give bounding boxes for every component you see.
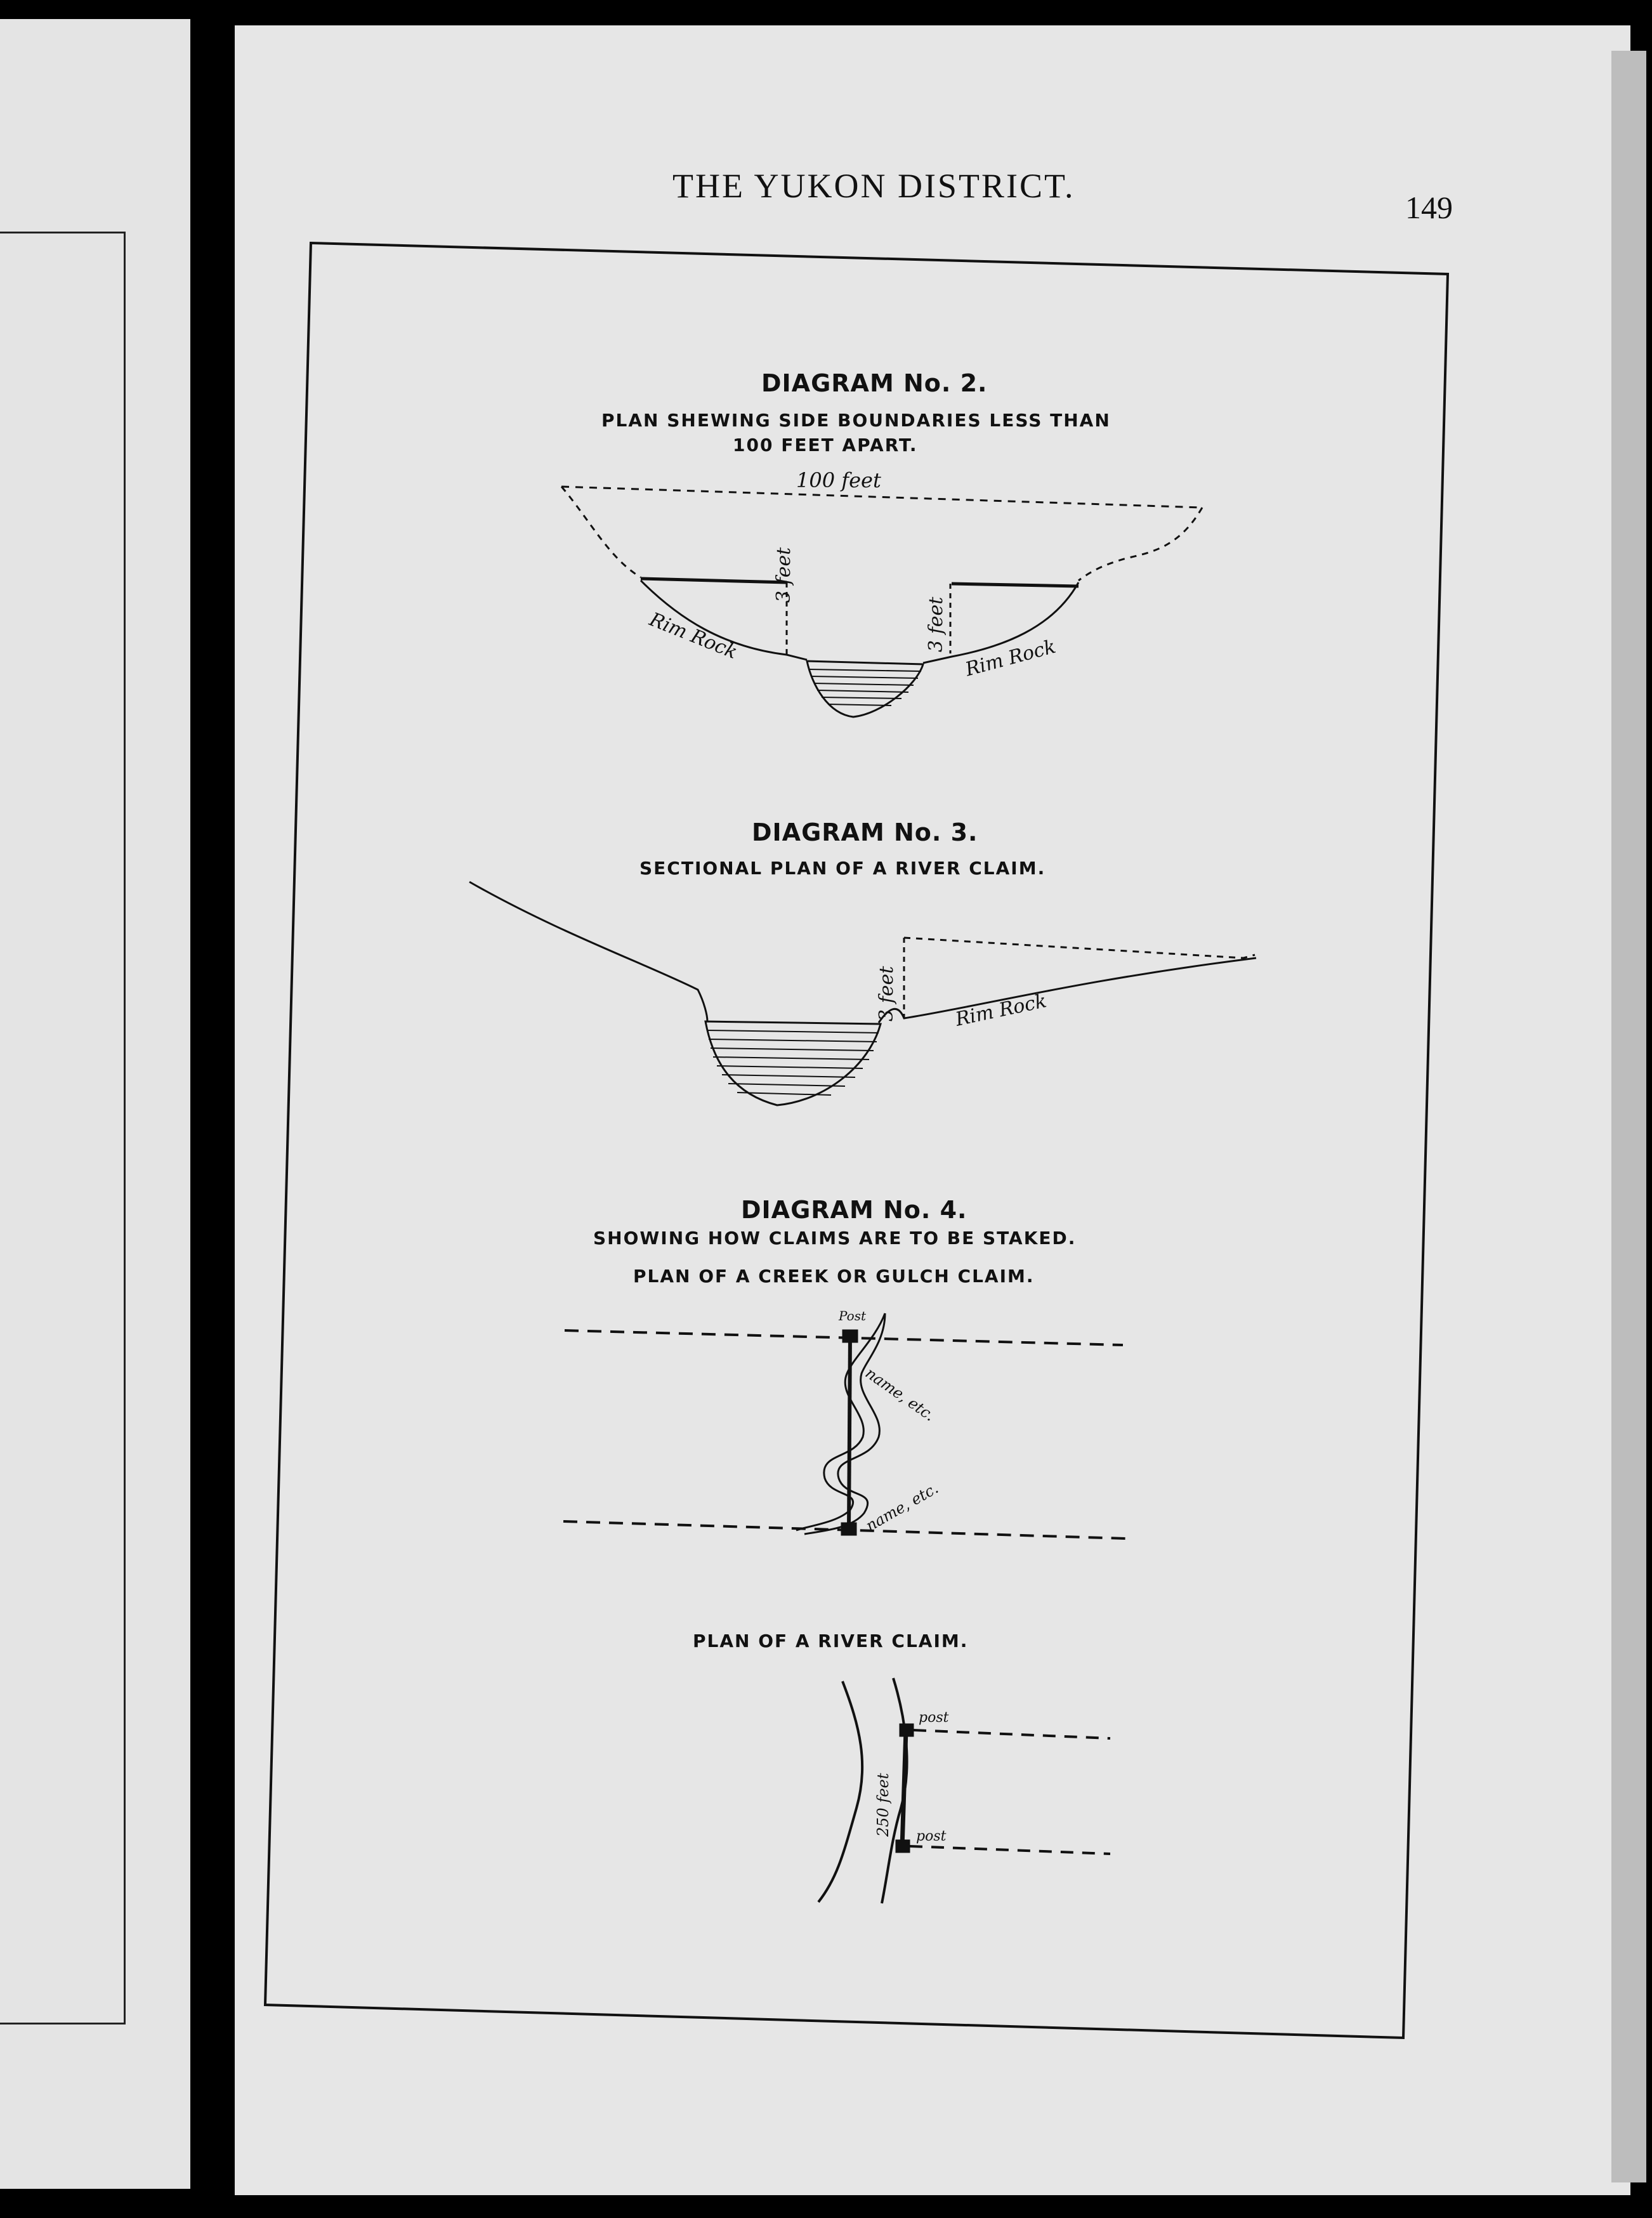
river-claim-post-top: post [919, 1710, 949, 1726]
diagram-2-title: DIAGRAM No. 2. [761, 369, 988, 397]
width-label-100-feet: 100 feet [796, 468, 881, 492]
river-claim-length-label: 250 feet [874, 1773, 892, 1837]
depth-label-left: 3 feet [773, 547, 795, 603]
diagram-2-drawing [561, 487, 1202, 717]
river-claim-post-bottom: post [916, 1828, 947, 1844]
river-claim-title: PLAN OF A RIVER CLAIM. [693, 1631, 969, 1651]
diagram-3-rim-rock-label: Rim Rock [953, 990, 1049, 1031]
diagram-2-subtitle-line-1: PLAN SHEWING SIDE BOUNDARIES LESS THAN [601, 410, 1111, 431]
diagram-4-subtitle-line-1: SHOWING HOW CLAIMS ARE TO BE STAKED. [593, 1228, 1077, 1249]
river-claim-drawing [818, 1678, 1110, 1903]
diagram-3-drawing [469, 882, 1256, 1105]
diagram-3-subtitle: SECTIONAL PLAN OF A RIVER CLAIM. [639, 858, 1046, 879]
diagram-4-post-label: Post [839, 1308, 866, 1323]
rim-rock-right-label: Rim Rock [962, 635, 1058, 681]
diagram-4-name-bottom: name, etc. [863, 1479, 941, 1535]
diagram-4-name-top: name, etc. [862, 1364, 938, 1425]
page-number: 149 [1405, 190, 1453, 225]
depth-label-right: 3 feet [925, 596, 947, 652]
diagram-4-subtitle-line-2: PLAN OF A CREEK OR GULCH CLAIM. [633, 1266, 1035, 1287]
diagram-2-subtitle-line-2: 100 FEET APART. [733, 435, 918, 456]
diagram-3-title: DIAGRAM No. 3. [752, 818, 978, 846]
running-header: THE YUKON DISTRICT. [672, 167, 1075, 205]
diagram-4-title: DIAGRAM No. 4. [741, 1196, 967, 1224]
rim-rock-left-label: Rim Rock [646, 608, 741, 664]
plate-frame [265, 243, 1448, 2038]
diagram-4-drawing [563, 1313, 1126, 1539]
diagram-3-depth-label: 3 feet [875, 966, 898, 1021]
